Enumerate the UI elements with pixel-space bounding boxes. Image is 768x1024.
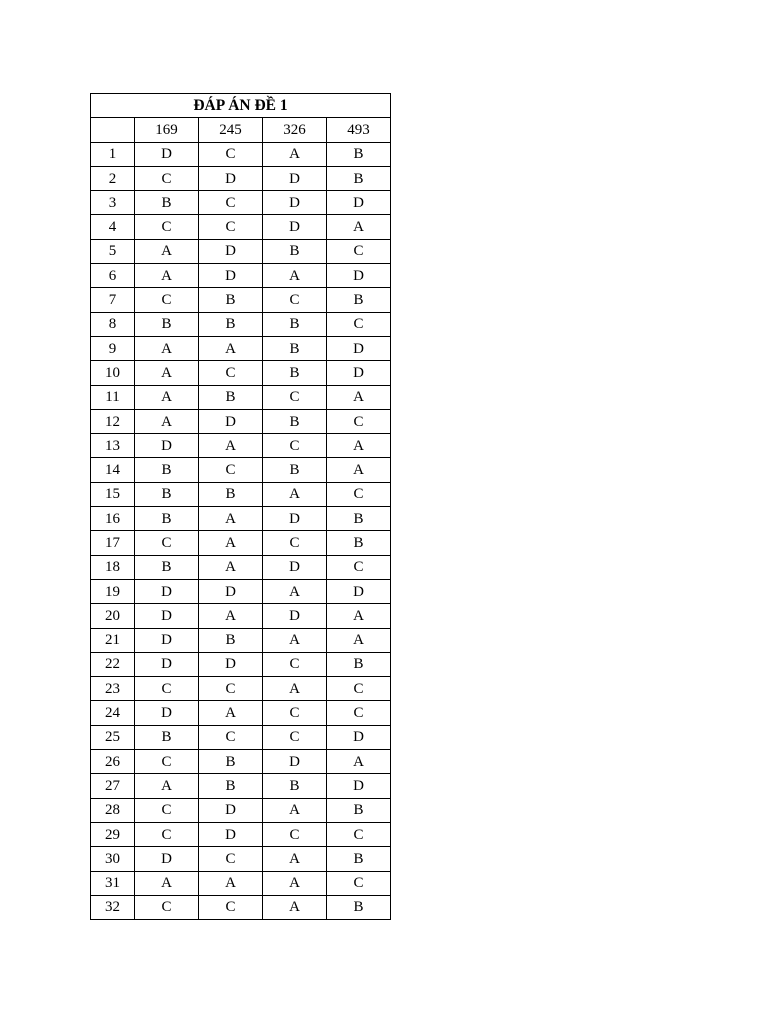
table-row xyxy=(91,579,391,603)
answer-cell: D xyxy=(135,847,199,871)
answer-cell: D xyxy=(327,579,391,603)
table-row xyxy=(91,725,391,749)
answer-cell: A xyxy=(327,604,391,628)
answer-cell: D xyxy=(135,604,199,628)
answer-cell: A xyxy=(135,264,199,288)
answer-cell: C xyxy=(263,652,327,676)
question-number-cell: 20 xyxy=(91,604,135,628)
answer-cell: A xyxy=(263,895,327,919)
table-row xyxy=(91,458,391,482)
answer-cell: C xyxy=(327,677,391,701)
answer-cell: B xyxy=(327,507,391,531)
answer-cell: A xyxy=(263,871,327,895)
answer-cell: A xyxy=(199,531,263,555)
answer-cell: D xyxy=(327,336,391,360)
answer-cell: B xyxy=(135,482,199,506)
answer-cell: B xyxy=(327,652,391,676)
answer-cell: A xyxy=(263,482,327,506)
answer-cell: B xyxy=(135,507,199,531)
answer-cell: A xyxy=(263,847,327,871)
answer-cell: D xyxy=(199,822,263,846)
answer-cell: B xyxy=(135,555,199,579)
question-number-cell: 30 xyxy=(91,847,135,871)
answer-cell: B xyxy=(263,361,327,385)
exam-code-header: 326 xyxy=(263,118,327,142)
answer-cell: D xyxy=(135,434,199,458)
answer-cell: B xyxy=(199,312,263,336)
answer-cell: C xyxy=(263,434,327,458)
answer-cell: C xyxy=(327,871,391,895)
table-row xyxy=(91,166,391,190)
answer-cell: A xyxy=(199,604,263,628)
question-number-cell: 1 xyxy=(91,142,135,166)
answer-cell: C xyxy=(263,822,327,846)
answer-cell: B xyxy=(263,336,327,360)
answer-cell: A xyxy=(135,871,199,895)
answer-cell: A xyxy=(135,361,199,385)
answer-cell: B xyxy=(199,385,263,409)
question-number-cell: 24 xyxy=(91,701,135,725)
answer-cell: C xyxy=(199,677,263,701)
question-number-cell: 28 xyxy=(91,798,135,822)
answer-cell: D xyxy=(327,774,391,798)
table-row xyxy=(91,264,391,288)
answer-cell: A xyxy=(135,409,199,433)
answer-cell: A xyxy=(199,701,263,725)
question-number-cell: 3 xyxy=(91,191,135,215)
answer-cell: C xyxy=(199,458,263,482)
question-number-cell: 5 xyxy=(91,239,135,263)
answer-cell: C xyxy=(199,361,263,385)
answer-cell: A xyxy=(263,677,327,701)
answer-cell: A xyxy=(199,507,263,531)
answer-cell: C xyxy=(199,725,263,749)
answer-cell: C xyxy=(135,288,199,312)
answer-cell: B xyxy=(327,847,391,871)
table-row xyxy=(91,604,391,628)
question-number-cell: 29 xyxy=(91,822,135,846)
answer-cell: A xyxy=(199,871,263,895)
answer-cell: A xyxy=(327,434,391,458)
question-number-cell: 22 xyxy=(91,652,135,676)
answer-cell: A xyxy=(263,798,327,822)
question-number-cell: 12 xyxy=(91,409,135,433)
answer-cell: C xyxy=(263,701,327,725)
answer-cell: C xyxy=(263,725,327,749)
answer-cell: A xyxy=(327,750,391,774)
answer-cell: A xyxy=(199,336,263,360)
answer-cell: D xyxy=(135,579,199,603)
question-number-cell: 31 xyxy=(91,871,135,895)
question-number-cell: 19 xyxy=(91,579,135,603)
answer-cell: A xyxy=(327,628,391,652)
answer-cell: A xyxy=(263,579,327,603)
answer-cell: B xyxy=(263,409,327,433)
answer-cell: A xyxy=(135,239,199,263)
table-row xyxy=(91,385,391,409)
answer-cell: D xyxy=(263,750,327,774)
answer-cell: D xyxy=(199,652,263,676)
answer-cell: A xyxy=(135,774,199,798)
answer-cell: B xyxy=(263,312,327,336)
question-number-cell: 7 xyxy=(91,288,135,312)
answer-cell: D xyxy=(263,507,327,531)
question-number-cell: 26 xyxy=(91,750,135,774)
table-row xyxy=(91,798,391,822)
table-row xyxy=(91,531,391,555)
table-row xyxy=(91,336,391,360)
answer-cell: B xyxy=(327,142,391,166)
table-row xyxy=(91,871,391,895)
table-row xyxy=(91,312,391,336)
table-row xyxy=(91,652,391,676)
exam-code-header: 245 xyxy=(199,118,263,142)
answer-cell: D xyxy=(135,652,199,676)
answer-cell: D xyxy=(263,555,327,579)
answer-cell: C xyxy=(327,701,391,725)
answer-cell: A xyxy=(263,264,327,288)
table-title: ĐÁP ÁN ĐỀ 1 xyxy=(91,94,391,118)
table-row xyxy=(91,142,391,166)
answer-cell: B xyxy=(199,750,263,774)
table-row xyxy=(91,750,391,774)
answer-cell: D xyxy=(199,579,263,603)
question-number-cell: 15 xyxy=(91,482,135,506)
question-number-cell: 16 xyxy=(91,507,135,531)
title-row xyxy=(91,94,391,118)
answer-cell: D xyxy=(263,166,327,190)
answer-cell: B xyxy=(327,288,391,312)
table-row xyxy=(91,239,391,263)
answer-cell: D xyxy=(199,409,263,433)
question-number-cell: 8 xyxy=(91,312,135,336)
question-number-cell: 27 xyxy=(91,774,135,798)
answer-cell: B xyxy=(135,191,199,215)
question-number-cell: 11 xyxy=(91,385,135,409)
answer-cell: D xyxy=(327,191,391,215)
question-number-cell: 10 xyxy=(91,361,135,385)
question-number-cell: 6 xyxy=(91,264,135,288)
table-row xyxy=(91,191,391,215)
answer-cell: A xyxy=(327,385,391,409)
answer-cell: A xyxy=(327,458,391,482)
answer-cell: A xyxy=(199,434,263,458)
answer-cell: A xyxy=(135,385,199,409)
question-number-cell: 4 xyxy=(91,215,135,239)
answer-cell: B xyxy=(327,798,391,822)
header-row xyxy=(91,118,391,142)
answer-cell: C xyxy=(327,555,391,579)
answer-cell: C xyxy=(135,895,199,919)
answer-cell: C xyxy=(199,191,263,215)
table-row xyxy=(91,507,391,531)
question-number-cell: 23 xyxy=(91,677,135,701)
answer-cell: C xyxy=(199,142,263,166)
answer-cell: D xyxy=(135,628,199,652)
answer-cell: C xyxy=(135,677,199,701)
answer-cell: C xyxy=(135,215,199,239)
answer-cell: A xyxy=(135,336,199,360)
question-number-cell: 32 xyxy=(91,895,135,919)
answer-cell: D xyxy=(199,239,263,263)
answer-cell: C xyxy=(135,166,199,190)
table-row xyxy=(91,895,391,919)
answer-cell: A xyxy=(327,215,391,239)
exam-code-header: 493 xyxy=(327,118,391,142)
answer-cell: A xyxy=(263,142,327,166)
answer-cell: A xyxy=(263,628,327,652)
answer-cell: C xyxy=(135,750,199,774)
header-blank-cell xyxy=(91,118,135,142)
question-number-cell: 13 xyxy=(91,434,135,458)
question-number-cell: 14 xyxy=(91,458,135,482)
answer-cell: D xyxy=(327,725,391,749)
answer-cell: B xyxy=(263,774,327,798)
answer-cell: D xyxy=(199,798,263,822)
answer-cell: B xyxy=(327,895,391,919)
answer-cell: B xyxy=(199,774,263,798)
question-number-cell: 25 xyxy=(91,725,135,749)
answer-cell: C xyxy=(327,409,391,433)
answer-cell: D xyxy=(199,166,263,190)
table-row xyxy=(91,215,391,239)
answer-cell: C xyxy=(135,822,199,846)
table-row xyxy=(91,822,391,846)
table-row xyxy=(91,847,391,871)
answer-cell: B xyxy=(135,725,199,749)
answer-cell: B xyxy=(135,312,199,336)
answer-cell: C xyxy=(263,385,327,409)
answer-cell: B xyxy=(199,482,263,506)
answer-cell: C xyxy=(327,822,391,846)
question-number-cell: 17 xyxy=(91,531,135,555)
answer-cell: C xyxy=(135,531,199,555)
answer-cell: C xyxy=(199,215,263,239)
table-row xyxy=(91,555,391,579)
answer-cell: B xyxy=(327,531,391,555)
answer-cell: D xyxy=(135,701,199,725)
answer-cell: D xyxy=(327,264,391,288)
answer-cell: C xyxy=(263,288,327,312)
answer-cell: D xyxy=(199,264,263,288)
answer-cell: C xyxy=(327,239,391,263)
answer-key-body xyxy=(91,94,391,920)
answer-cell: D xyxy=(135,142,199,166)
answer-cell: C xyxy=(199,895,263,919)
answer-cell: C xyxy=(135,798,199,822)
answer-cell: C xyxy=(327,482,391,506)
answer-cell: C xyxy=(263,531,327,555)
table-row xyxy=(91,701,391,725)
table-row xyxy=(91,774,391,798)
table-row xyxy=(91,409,391,433)
answer-cell: D xyxy=(263,191,327,215)
answer-cell: C xyxy=(327,312,391,336)
answer-cell: B xyxy=(135,458,199,482)
table-row xyxy=(91,288,391,312)
question-number-cell: 21 xyxy=(91,628,135,652)
question-number-cell: 9 xyxy=(91,336,135,360)
table-row xyxy=(91,361,391,385)
table-row xyxy=(91,482,391,506)
table-row xyxy=(91,677,391,701)
question-number-cell: 18 xyxy=(91,555,135,579)
table-row xyxy=(91,628,391,652)
answer-cell: B xyxy=(263,458,327,482)
table-row xyxy=(91,434,391,458)
answer-cell: B xyxy=(199,628,263,652)
exam-code-header: 169 xyxy=(135,118,199,142)
answer-cell: A xyxy=(199,555,263,579)
question-number-cell: 2 xyxy=(91,166,135,190)
answer-cell: D xyxy=(327,361,391,385)
answer-cell: B xyxy=(327,166,391,190)
answer-key-table xyxy=(90,93,391,920)
answer-cell: C xyxy=(199,847,263,871)
answer-cell: D xyxy=(263,604,327,628)
answer-cell: D xyxy=(263,215,327,239)
answer-cell: B xyxy=(263,239,327,263)
answer-cell: B xyxy=(199,288,263,312)
